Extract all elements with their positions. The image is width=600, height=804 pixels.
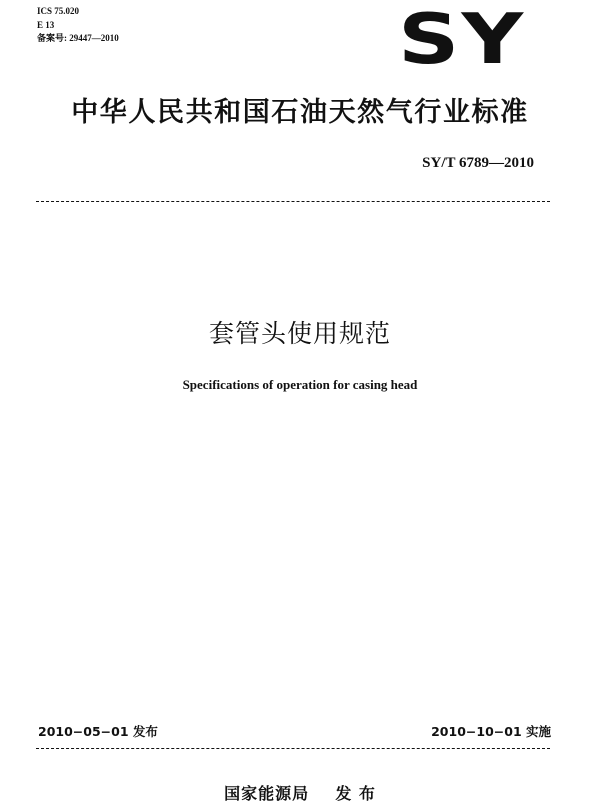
issuing-authority: 国家能源局 发 布 [224,784,376,803]
release-date: 2010−05−01 发布 [38,724,158,739]
document-title-english: Specifications of operation for casing head [182,377,418,392]
document-metadata [37,5,119,46]
organization-title: 中华人民共和国石油天然气行业标准 [71,97,529,128]
bottom-divider [36,748,550,749]
standard-number: SY/T 6789—2010 [422,155,534,171]
ics-code: ICS 75.020 [37,6,80,16]
classification-code: E 13 [37,19,55,30]
top-divider [36,201,550,202]
filing-number: 备案号: 29447—2010 [37,33,119,43]
document-title-chinese: 套管头使用规范 [208,319,391,348]
sy-logo: SY [398,0,526,80]
implementation-date: 2010−10−01 实施 [431,724,551,739]
